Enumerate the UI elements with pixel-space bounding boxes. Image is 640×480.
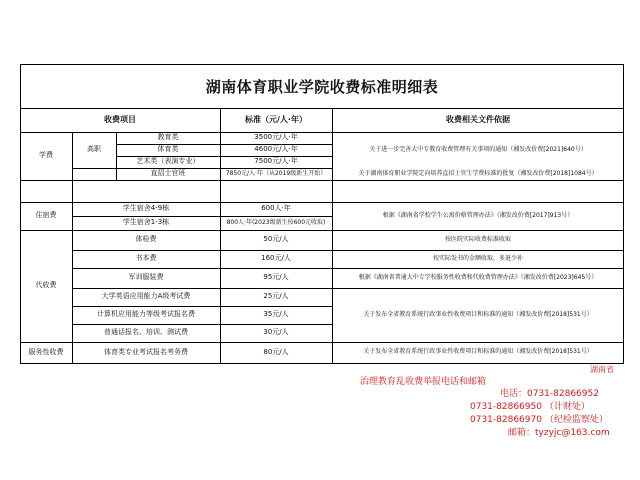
agency-row-name: 体检费 [135,235,157,244]
page-title: 湖南体育职业学院收费标准明细表 [205,77,439,96]
footer-province: 湖南省 [590,365,614,374]
footer-phone: 电话：0731-82866952 [500,389,599,399]
dorm-row-std: 600人·年 [261,204,291,213]
agency-row-name: 军训服装费 [128,273,164,282]
tuition-row-std: 7500元/人·年 [254,157,298,166]
footer-phone: 0731-82866950 （计财处） [470,402,590,412]
agency-row-std: 30元/人 [263,328,289,337]
agency-row-std: 35元/人 [263,310,289,319]
agency-row-name: 计算机应用能力等级考试报名费 [97,310,195,319]
category-agency: 代收费 [35,281,57,290]
header-item: 收费项目 [104,114,136,124]
agency-row-name: 书本费 [135,254,157,263]
agency-row-std: 50元/人 [263,235,289,244]
category-service: 服务性收费 [28,347,64,356]
footer-phone: 0731-82866970 （纪检监察处） [470,415,608,425]
agency-row-std: 160元/人 [261,254,291,263]
tuition-row-std: 3500元/人·年 [254,133,298,142]
dorm-row-name: 学生宿舍4-9栋 [122,204,170,213]
footer-email[interactable]: 邮箱：tyzyjc@163.com [508,428,610,438]
agency-row-basis: 根据《湖南省普通大中专学校服务性收费和代收费管理办法》（湘发改价费[2023]645号） [358,273,598,281]
tuition-row-std: 4600元/人·年 [254,145,298,154]
tuition-row-name: 直招士官班 [150,169,186,178]
tuition-row-std: 7850元/人·年（从2019级新生开始） [225,169,327,177]
tuition-row-name: 教育类 [157,133,179,142]
footer-report-title: 治理教育乱收费举报电话和邮箱 [360,377,487,387]
tuition-sub: 高职 [87,145,101,154]
agency-row-std: 25元/人 [263,292,289,301]
agency-exam-basis: 关于发布全省教育系统行政事业性收费项目和标准的通知（湘发改价费[2018]531号） [363,310,593,318]
dorm-row-std: 800人·年(2023级新生按600元收取) [226,218,326,226]
tuition-row-name: 艺术类（表演专业） [136,157,200,166]
fee-table [20,108,624,364]
agency-row-std: 95元/人 [263,273,289,282]
dorm-row-name: 学生宿舍1-3栋 [122,218,170,227]
category-dorm: 住宿费 [35,211,57,220]
service-row-name: 体育类专业考试报名考务费 [104,347,188,356]
header-standard: 标准（元/人·年） [245,114,307,124]
header-basis: 收费相关文件依据 [446,114,510,124]
service-row-std: 80元/人 [263,347,289,356]
agency-row-name: 大学英语应用能力A级考试费 [101,292,191,301]
service-basis: 关于发布全省教育系统行政事业性收费项目和标准的通知（湘发改价费[2018]531号） [363,348,593,356]
tuition-row-name: 体育类 [157,145,179,154]
dorm-basis: 根据《湖南省学校学生公寓价格管理办法》（湘发改价费[2017]913号） [382,211,574,219]
tuition-basis: 关于进一步完善大中专教育收费管理有关事项的通知（湘发改价费[2021]640号） [369,145,587,153]
agency-row-basis: 按实际发书的金额收取，多退少补 [432,254,523,262]
agency-row-basis: 按医院实际收费标准收取 [444,235,511,243]
tuition-basis: 关于湖南体育职业学院定向培养直招士官生学费标准的批复（湘发改价费[2018]1084号） [358,169,598,177]
agency-row-name: 普通话报名、培训、测试费 [104,328,188,337]
category-tuition: 学费 [39,151,53,160]
